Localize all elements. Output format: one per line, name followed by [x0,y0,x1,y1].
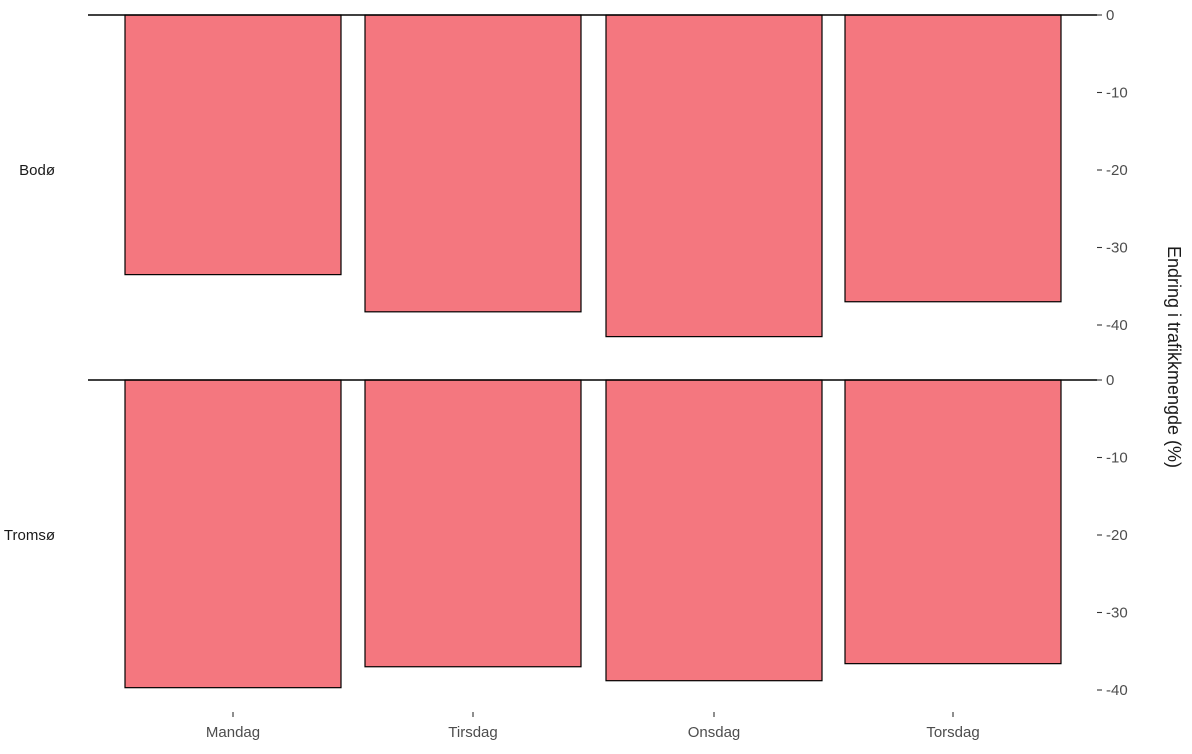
y-tick-label: -40 [1106,317,1128,334]
bar [125,380,341,688]
bar [365,380,581,667]
facet-label: Bodø [19,162,55,179]
y-tick-label: -20 [1106,527,1128,544]
bar [606,380,822,681]
facet-panel-2 [4,372,1128,699]
y-tick-label: -30 [1106,239,1128,257]
y-tick-label: -30 [1106,604,1128,622]
bar [845,15,1061,302]
y-tick-label: -10 [1106,84,1128,102]
x-axis [206,712,980,741]
y-tick-label: -10 [1106,449,1128,467]
facet-panels [4,7,1128,699]
bar [606,15,822,337]
bar [365,15,581,312]
bar [845,380,1061,664]
x-tick-label: Mandag [205,724,261,741]
facet-panel-1 [19,7,1128,337]
x-tick-label: Torsdag [926,724,980,741]
x-tick-label: Onsdag [687,724,741,741]
facet-label: Tromsø [3,527,55,544]
y-tick-label: -20 [1106,162,1128,179]
y-tick-label: 0 [1106,7,1115,24]
y-tick-label: -40 [1106,682,1128,699]
bar [125,15,341,275]
x-tick-label: Tirsdag [448,724,498,741]
y-axis-title: Endring i trafikkmengde (%) [1164,245,1184,469]
y-tick-label: 0 [1106,372,1115,389]
